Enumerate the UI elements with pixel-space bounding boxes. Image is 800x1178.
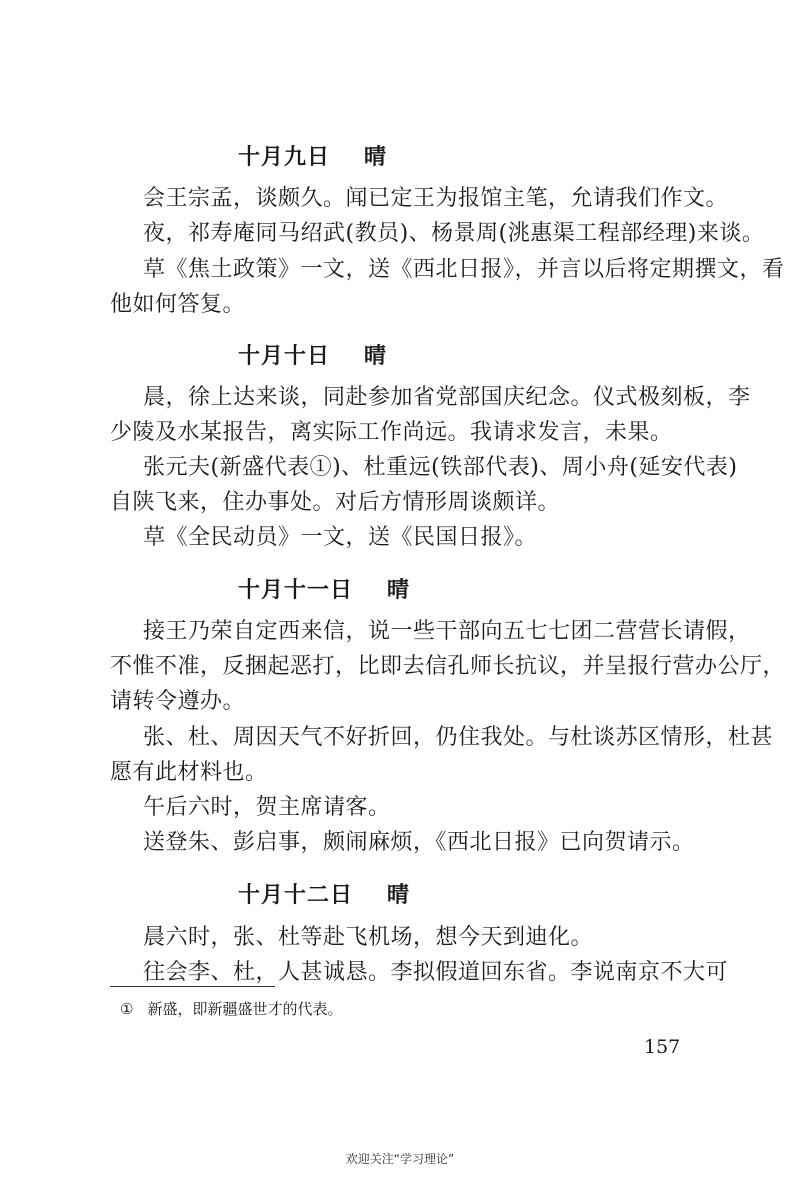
- paragraph-line: 往会李、杜，人甚诚恳。李拟假道回东省。李说南京不大可: [143, 960, 729, 985]
- footnote-mark: ①: [120, 1000, 134, 1018]
- entry-date: 十月九日: [238, 144, 331, 170]
- paragraph-line: 草《焦土政策》一文，送《西北日报》，并言以后将定期撰文，看: [143, 257, 785, 282]
- paragraph-line: 晨，徐上达来谈，同赴参加省党部国庆纪念。仪式极刻板，李: [143, 385, 751, 410]
- footnote-text: 新盛，即新疆盛世才的代表。: [147, 1000, 343, 1018]
- paragraph-line: 草《全民动员》一文，送《民国日报》。: [143, 525, 538, 550]
- paragraph-line: 晨六时，张、杜等赴飞机场，想今天到迪化。: [143, 925, 594, 950]
- entry-date: 十月十二日: [238, 882, 354, 908]
- paragraph-line: 夜，祁寿庵同马绍武(教员)、杨景周(洮惠渠工程部经理)来谈。: [143, 221, 765, 246]
- paragraph-line: 他如何答复。: [110, 292, 246, 317]
- footnote-divider: [110, 986, 275, 987]
- entry-weather: 晴: [387, 577, 411, 603]
- paragraph-line: 不惟不准，反捆起恶打，比即去信孔师长抗议，并呈报行营办公厅，: [110, 654, 786, 679]
- footer-caption: 欢迎关注“学习理论”: [345, 1152, 455, 1166]
- entry-heading: [238, 573, 410, 604]
- entry-date: 十月十日: [238, 343, 331, 369]
- paragraph-line: 会王宗孟，谈颇久。闻已定王为报馆主笔，允请我们作文。: [143, 186, 729, 211]
- paragraph-line: 送登朱、彭启事，颇闹麻烦，《西北日报》已向贺请示。: [143, 830, 695, 855]
- paragraph-line: 愿有此材料也。: [110, 760, 268, 785]
- paragraph-line: 请转令遵办。: [110, 689, 246, 714]
- paragraph-line: 午后六时，贺主席请客。: [143, 795, 391, 820]
- paragraph-line: 张元夫(新盛代表①)、杜重远(铁部代表)、周小舟(延安代表): [143, 455, 738, 480]
- entry-weather: 晴: [387, 882, 411, 908]
- entry-heading: [238, 878, 410, 909]
- entry-heading: [238, 140, 387, 171]
- entry-heading: [238, 339, 387, 370]
- paragraph-line: 自陕飞来，住办事处。对后方情形周谈颇详。: [110, 490, 561, 515]
- entry-weather: 晴: [364, 343, 388, 369]
- entry-weather: 晴: [364, 144, 388, 170]
- paragraph-line: 接王乃荣自定西来信，说一些干部向五七七团二营营长请假，: [143, 619, 751, 644]
- paragraph-line: 张、杜、周因天气不好折回，仍住我处。与杜谈苏区情形，杜甚: [143, 725, 774, 750]
- entry-date: 十月十一日: [238, 577, 354, 603]
- page-number: 157: [644, 1036, 681, 1058]
- footnote: [120, 998, 342, 1019]
- paragraph-line: 少陵及水某报告，离实际工作尚远。我请求发言，未果。: [110, 420, 673, 445]
